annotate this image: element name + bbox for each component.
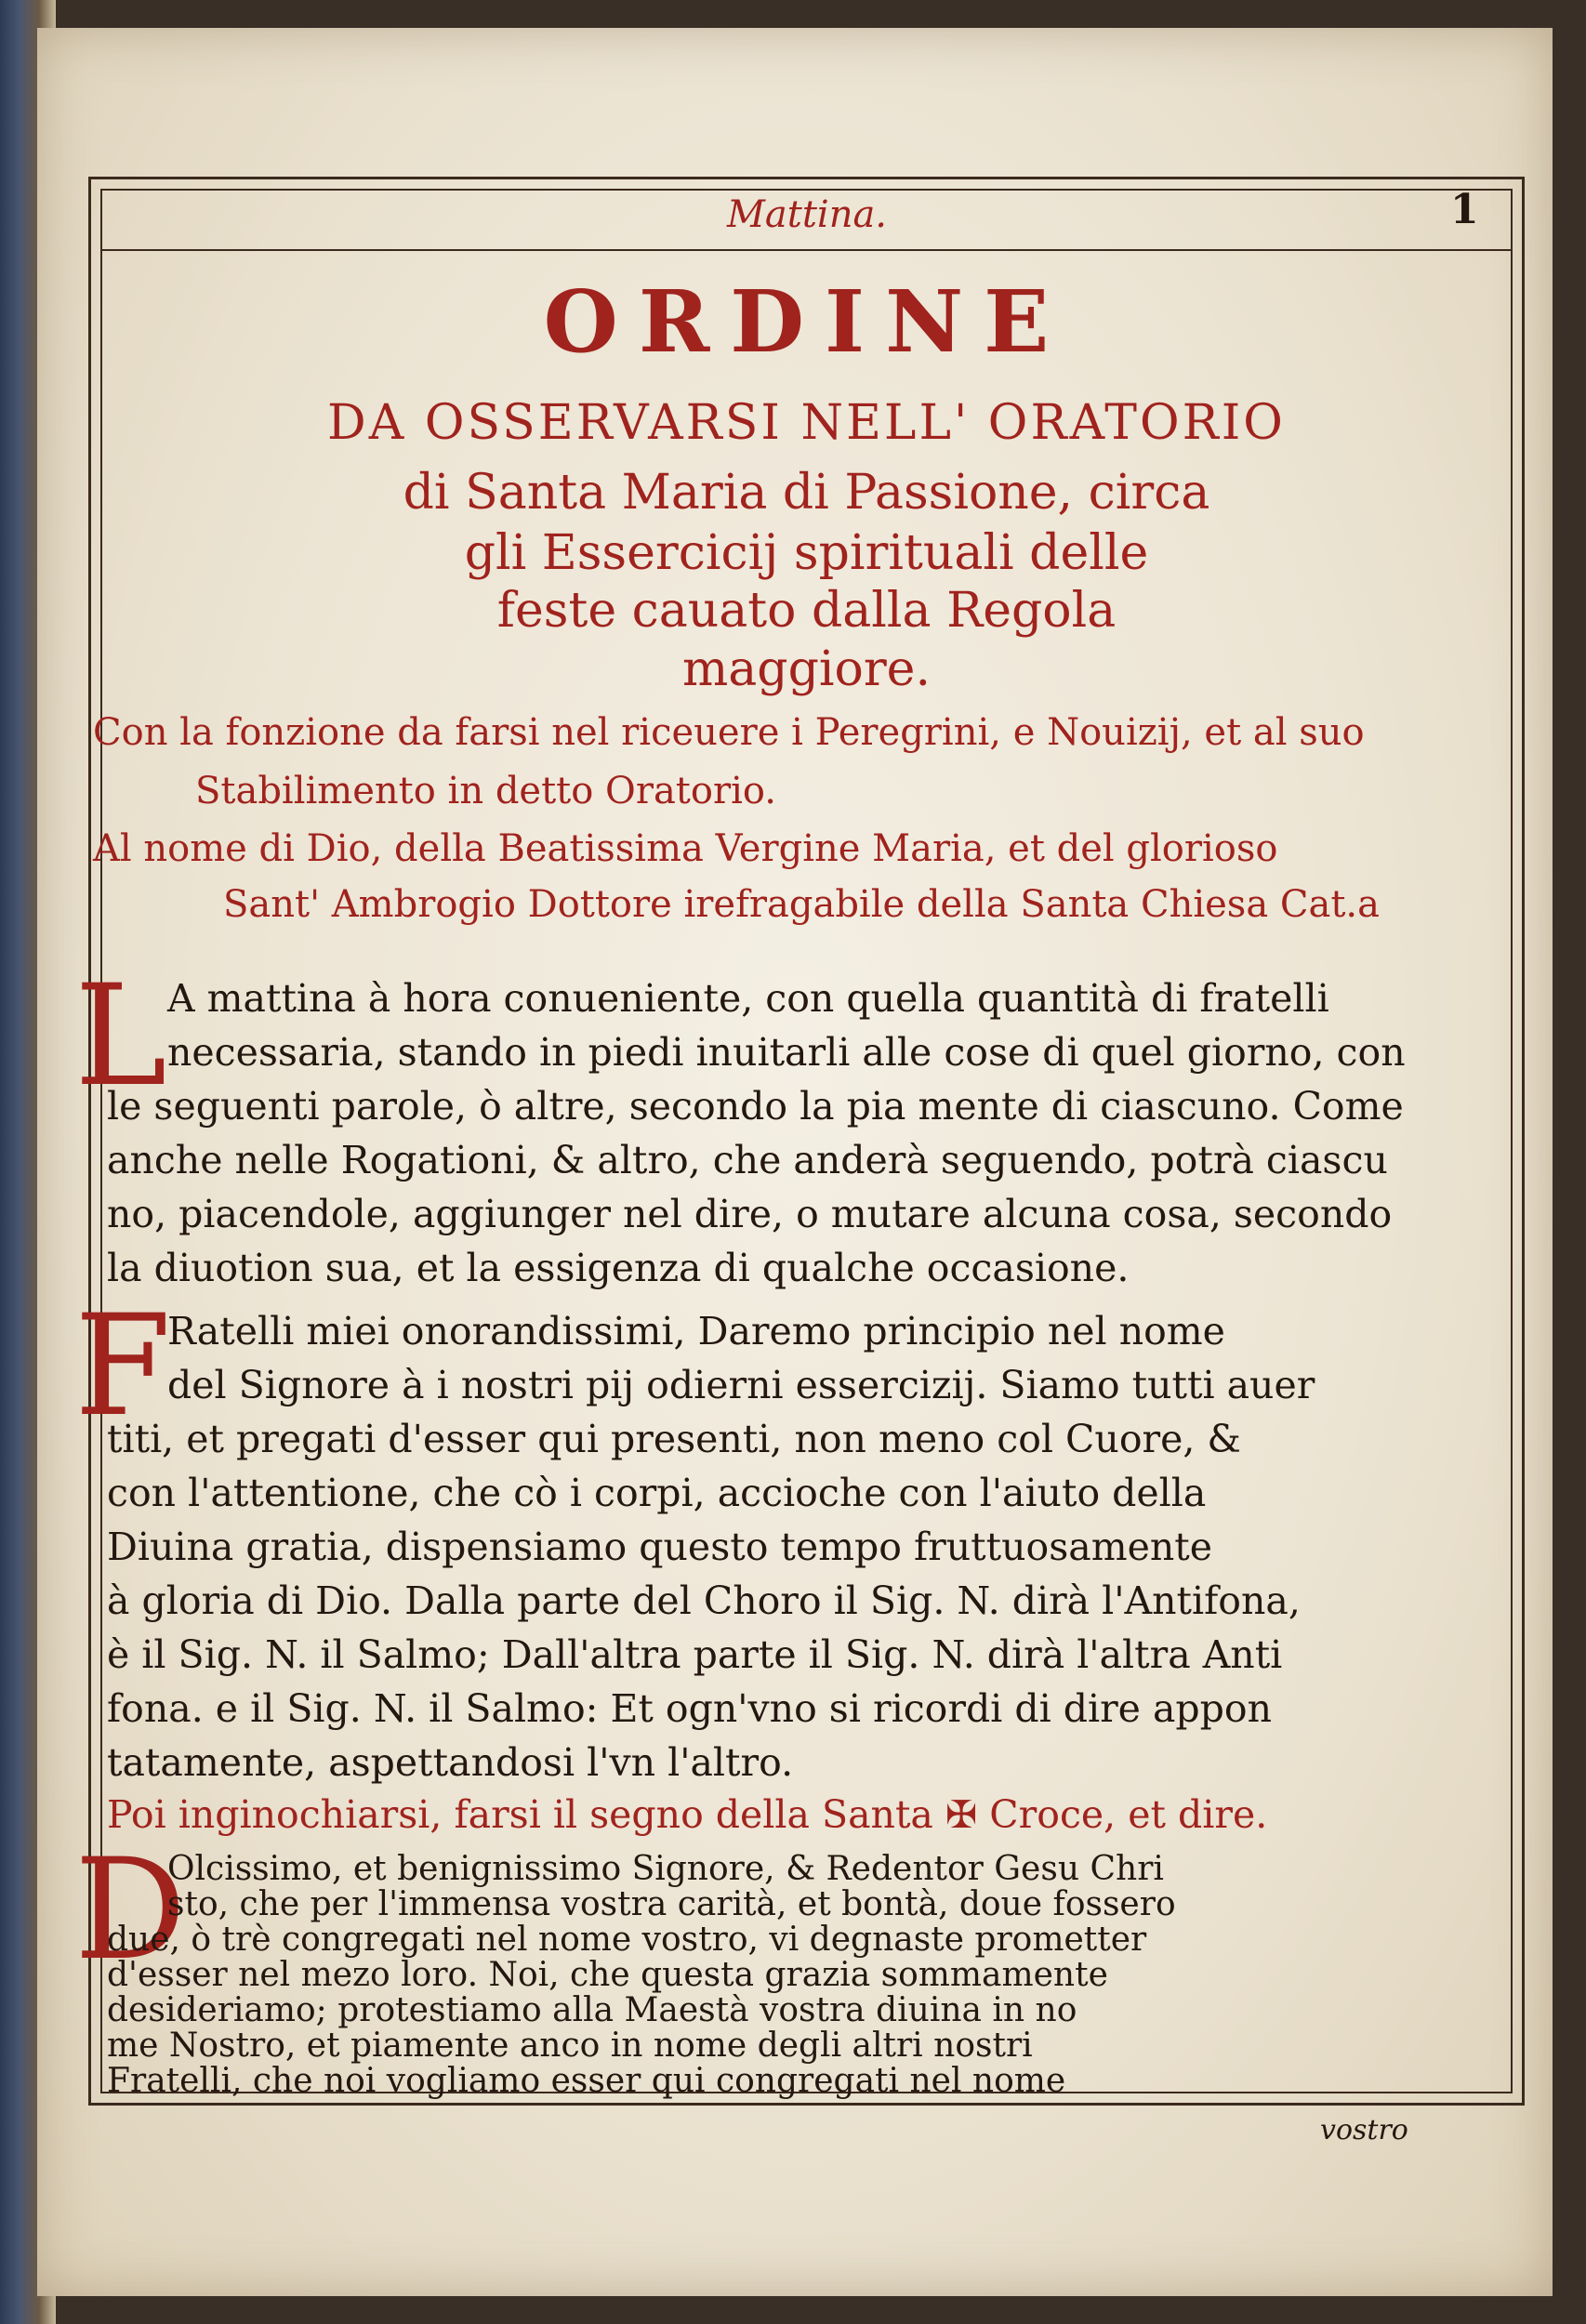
text-line: è il Sig. N. il Salmo; Dall'altra parte il Sig. N. dirà l'altra Anti: [107, 1632, 1283, 1677]
text-line: à gloria di Dio. Dalla parte del Choro il Sig. N. dirà l'Antifona,: [107, 1578, 1301, 1623]
text-line: fona. e il Sig. N. il Salmo: Et ogn'vno si ricordi di dire appon: [107, 1686, 1273, 1731]
header-rule: [100, 249, 1513, 251]
folio-number: 1: [1450, 186, 1479, 233]
text-line: del Signore à i nostri pij odierni essercizij. Siamo tutti auer: [167, 1363, 1315, 1407]
running-head: Mattina.: [726, 193, 888, 236]
text-line: d'esser nel mezo loro. Noi, che questa grazia sommamente: [107, 1956, 1108, 1994]
rubric-line: Poi inginochiarsi, farsi il segno della Santa ✠ Croce, et dire.: [107, 1792, 1268, 1837]
text-line: necessaria, stando in piedi inuitarli alle cose di quel giorno, con: [167, 1030, 1406, 1075]
text-line: Diuina gratia, dispensiamo questo tempo fruttuosamente: [107, 1525, 1212, 1569]
title-line: maggiore.: [682, 641, 931, 697]
text-line: desideriamo; protestiamo alla Maestà vostra diuina in no: [107, 1991, 1077, 2029]
drop-cap: D: [74, 1829, 187, 1991]
text-line: no, piacendole, aggiunger nel dire, o mutare alcuna cosa, secondo: [107, 1192, 1393, 1236]
text-line: le seguenti parole, ò altre, secondo la pia mente di ciascuno. Come: [107, 1084, 1404, 1129]
intro-line: Al nome di Dio, della Beatissima Vergine Maria, et del glorioso: [93, 827, 1278, 870]
manuscript-page: [37, 28, 1553, 2296]
page-title: ORDINE: [543, 271, 1070, 372]
title-line: di Santa Maria di Passione, circa: [403, 465, 1210, 521]
text-line: con l'attentione, che cò i corpi, accioche con l'aiuto della: [107, 1471, 1207, 1515]
title-line: gli Essercicij spirituali delle: [464, 525, 1149, 581]
text-line: A mattina à hora conueniente, con quella quantità di fratelli: [167, 976, 1329, 1021]
text-line: anche nelle Rogationi, & altro, che anderà seguendo, potrà ciascu: [107, 1138, 1388, 1182]
text-line: tatamente, aspettandosi l'vn l'altro.: [107, 1740, 794, 1785]
intro-line: Sant' Ambrogio Dottore irefragabile della Santa Chiesa Cat.a: [223, 883, 1380, 926]
text-line: me Nostro, et piamente anco in nome degli altri nostri: [107, 2027, 1033, 2065]
drop-cap: F: [74, 1286, 172, 1447]
page-subtitle: DA OSSERVARSI NELL' ORATORIO: [327, 395, 1286, 451]
catchword: vostro: [1320, 2114, 1408, 2146]
drop-cap: L: [74, 956, 167, 1117]
text-line: Fratelli, che noi vogliamo esser qui congregati nel nome: [107, 2062, 1066, 2100]
text-line: titi, et pregati d'esser qui presenti, non meno col Cuore, &: [107, 1417, 1241, 1461]
intro-line: Stabilimento in detto Oratorio.: [195, 770, 776, 812]
text-line: la diuotion sua, et la essigenza di qualche occasione.: [107, 1246, 1130, 1290]
text-line: Ratelli miei onorandissimi, Daremo principio nel nome: [167, 1309, 1225, 1353]
title-line: feste cauato dalla Regola: [496, 583, 1117, 639]
text-line: sto, che per l'immensa vostra carità, et bontà, doue fossero: [167, 1885, 1176, 1923]
text-line: due, ò trè congregati nel nome vostro, vi degnaste prometter: [107, 1921, 1147, 1959]
text-line: Olcissimo, et benignissimo Signore, & Redentor Gesu Chri: [167, 1850, 1164, 1888]
intro-line: Con la fonzione da farsi nel riceuere i Peregrini, e Nouizij, et al suo: [93, 711, 1365, 754]
